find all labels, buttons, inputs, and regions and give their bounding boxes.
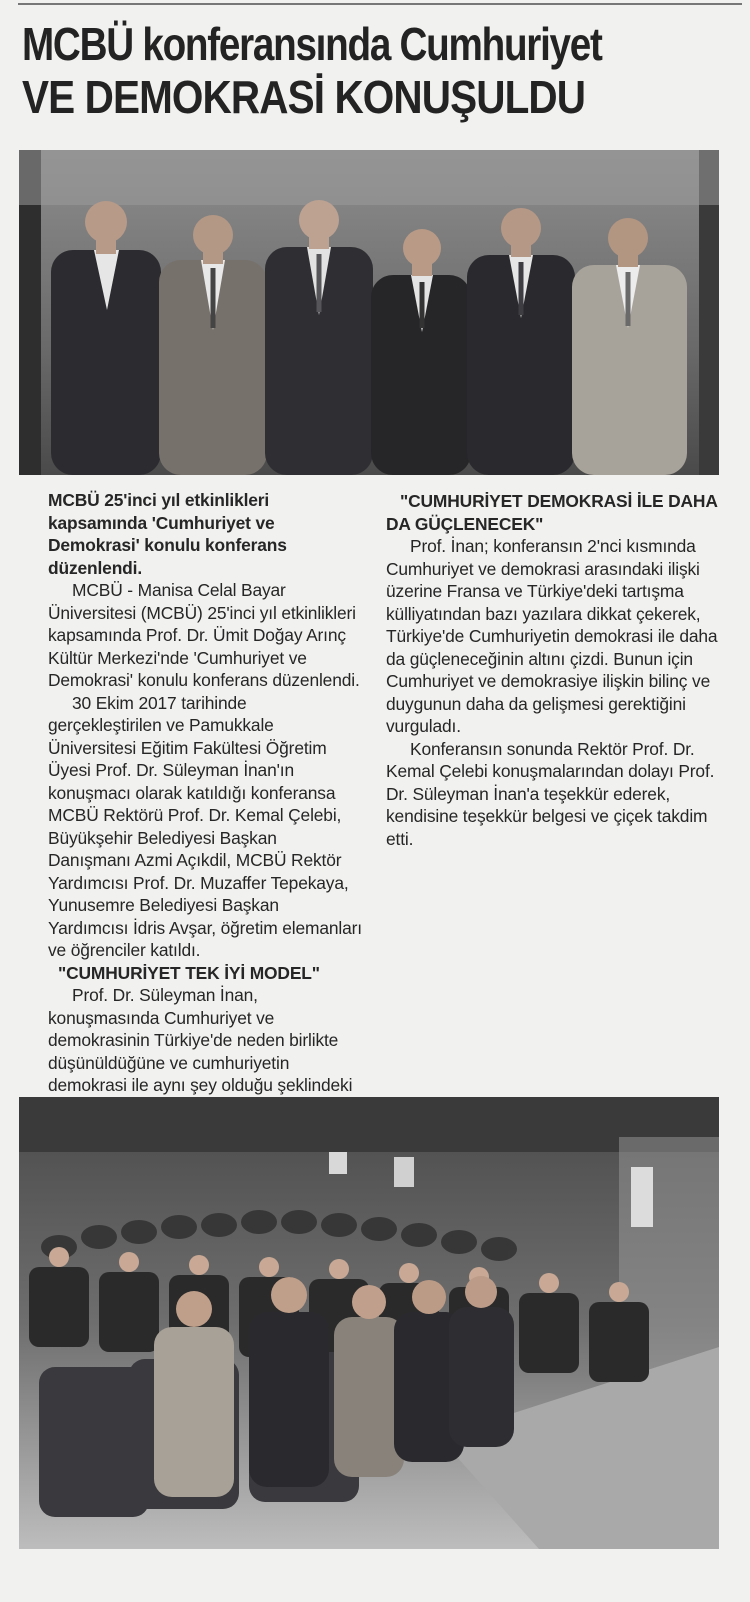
- article-column-right: [386, 490, 726, 850]
- headline: [22, 18, 742, 124]
- headline-line-2: VE DEMOKRASİ KONUŞULDU: [22, 71, 586, 123]
- article-lead: MCBÜ 25'inci yıl etkinlikleri kapsamında 'Cumhuriyet ve Demokrasi' konulu konferans düzenlendi.: [48, 490, 287, 578]
- article-paragraph-2: 30 Ekim 2017 tarihinde gerçekleştirilen ve Pamukkale Üniversitesi Eğitim Fakültesi Öğretim Üyesi Prof. Dr. Süleyman İnan'ın konuşmacı olarak katıldığı konferansa MCBÜ Rektörü Prof. Dr. Kemal Çelebi, Büyükşehir Belediyesi Başkan Danışmanı Azmi Açıkdil, MCBÜ Rektör Yardımcısı Prof. Dr. Muzaffer Tepekaya, Yunusemre Belediyesi Başkan Yardımcısı İdris Avşar, öğretim elemanları ve öğrenciler katıldı.: [48, 692, 362, 960]
- group-photo: [19, 150, 719, 475]
- group-photo-illustration: [19, 150, 719, 475]
- article-paragraph-3: Prof. Dr. Süleyman İnan, konuşmasında Cumhuriyet ve demokrasinin Türkiye'de neden birlikte düşünüldüğüne ve cumhuriyetin demokrasi ile aynı şey olduğu şeklindeki: [48, 985, 353, 1095]
- top-rule: [18, 3, 742, 5]
- article-subheading-2: "CUMHURİYET DEMOKRASİ İLE DAHA DA GÜÇLENECEK": [386, 491, 718, 534]
- article-paragraph-4: Prof. İnan; konferansın 2'nci kısmında Cumhuriyet ve demokrasi arasındaki ilişki üzerine Fransa ve Türkiye'deki tartışma külliyatından bazı yazılara dikkat çekerek, Türkiye'de Cumhuriyetin demokrasi ile daha da güçleneceğinin altını çizdi. Bunun için Cumhuriyet ve demokrasiye ilişkin bilinç ve duygunun daha da gelişmesi gerektiğini vurguladı.: [386, 536, 718, 736]
- article-subheading-1: "CUMHURİYET TEK İYİ MODEL": [58, 962, 320, 983]
- auditorium-photo-illustration: [19, 1097, 719, 1549]
- article-paragraph-5: Konferansın sonunda Rektör Prof. Dr. Kemal Çelebi konuşmalarından dolayı Prof. Dr. Süleyman İnan'a teşekkür ederek, kendisine teşekkür belgesi ve çiçek takdim etti.: [386, 738, 715, 849]
- article-paragraph-1: MCBÜ - Manisa Celal Bayar Üniversitesi (MCBÜ) 25'inci yıl etkinlikleri kapsamında Prof. Dr. Ümit Doğay Arınç Kültür Merkezi'nde 'Cumhuriyet ve Demokrasi' konulu konferans düzenlendi.: [48, 580, 360, 690]
- auditorium-photo: [19, 1097, 719, 1549]
- headline-line-1: MCBÜ konferansında Cumhuriyet: [22, 18, 602, 70]
